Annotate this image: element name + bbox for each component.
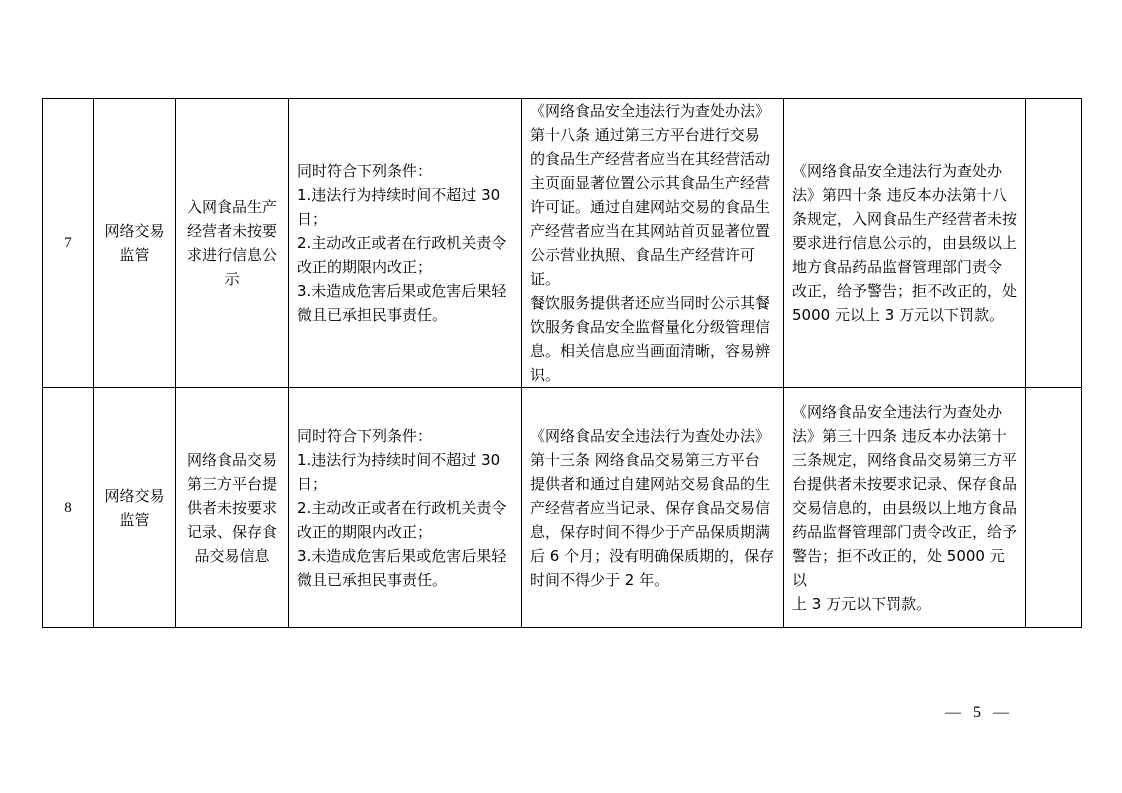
text-line: 提供者和通过自建网站交易食品的生 — [530, 474, 771, 493]
text-line: 台提供者未按要求记录、保存食品 — [792, 474, 1018, 493]
violation-item-cell — [176, 388, 289, 628]
legal-basis-cell — [522, 388, 784, 628]
text-line: 息，保存时间不得少于产品保质期满 — [530, 522, 771, 541]
text-line: 监管 — [119, 246, 150, 264]
text-line: 三条规定，网络食品交易第三方平 — [792, 450, 1018, 469]
text-line: 条规定，入网食品生产经营者未按 — [792, 210, 1018, 228]
text-line: 后 6 个月；没有明确保质期的，保存 — [530, 546, 775, 565]
text-line: 网络交易 — [104, 222, 165, 240]
text-line: 公示营业执照、食品生产经营许可证。 — [530, 246, 756, 288]
text-line: 2.主动改正或者在行政机关责令 — [297, 498, 507, 517]
text-line: 同时符合下列条件： — [297, 162, 433, 180]
text-line: 入网食品生产 — [186, 198, 277, 216]
table-row — [43, 99, 1082, 388]
text-line: 第三方平台提 — [186, 474, 277, 493]
row-number: 7 — [43, 99, 94, 388]
text-line: 警告；拒不改正的，处 5000 元以 — [792, 546, 1005, 589]
text-line: 主页面显著位置公示其食品生产经营 — [530, 174, 771, 192]
category-cell — [94, 99, 176, 388]
text-line: 第十八条 通过第三方平台进行交易 — [530, 126, 760, 144]
row-number: 8 — [43, 388, 94, 628]
text-line: 供者未按要求 — [186, 498, 277, 517]
text-line: 日； — [297, 210, 328, 228]
text-line: 记录、保存食 — [186, 522, 277, 541]
text-line: 《网络食品安全违法行为查处办 — [792, 402, 1003, 421]
text-line: 监管 — [119, 510, 150, 529]
text-line: 餐饮服务提供者还应当同时公示其餐 — [530, 294, 771, 312]
text-line: 的食品生产经营者应当在其经营活动 — [530, 150, 771, 168]
text-line: 产经营者应当在其网站首页显著位置 — [530, 222, 771, 240]
text-line: 《网络食品安全违法行为查处办法》 — [530, 102, 771, 120]
table-row — [43, 388, 1082, 628]
text-line: 示 — [224, 270, 240, 288]
text-line: 网络食品交易 — [186, 450, 277, 469]
penalty-provision-cell — [784, 388, 1026, 628]
text-line: 第十三条 网络食品交易第三方平台 — [530, 450, 760, 469]
penalty-provision-cell — [784, 99, 1026, 388]
text-line: 时间不得少于 2 年。 — [530, 570, 670, 589]
text-line: 改正，给予警告；拒不改正的，处 — [792, 282, 1018, 300]
text-line: 日； — [297, 474, 328, 493]
text-line: 息。相关信息应当画面清晰，容易辨 — [530, 342, 771, 360]
text-line: 产经营者应当记录、保存食品交易信 — [530, 498, 771, 517]
text-line: 药品监督管理部门责令改正，给予 — [792, 522, 1018, 541]
text-line: 饮服务食品安全监督量化分级管理信 — [530, 318, 771, 336]
conditions-cell — [289, 388, 522, 628]
legal-basis-cell — [522, 99, 784, 388]
text-line: 求进行信息公 — [186, 246, 277, 264]
text-line: 《网络食品安全违法行为查处办 — [792, 162, 1003, 180]
text-line: 许可证。通过自建网站交易的食品生 — [530, 198, 771, 216]
text-line: 改正的期限内改正； — [297, 522, 433, 541]
document-table — [42, 98, 1082, 628]
note-cell — [1026, 99, 1082, 388]
text-line: 经营者未按要 — [186, 222, 277, 240]
text-line: 2.主动改正或者在行政机关责令 — [297, 234, 507, 252]
text-line: 识。 — [530, 366, 561, 384]
violation-item-cell — [176, 99, 289, 388]
text-line: 1.违法行为持续时间不超过 30 — [297, 186, 501, 204]
text-line: 3.未造成危害后果或危害后果轻 — [297, 282, 507, 300]
page-number: — 5 — — [945, 704, 1013, 721]
text-line: 法》第三十四条 违反本办法第十 — [792, 426, 1007, 445]
text-line: 要求进行信息公示的，由县级以上 — [792, 234, 1018, 252]
text-line: 同时符合下列条件： — [297, 426, 433, 445]
text-line: 地方食品药品监督管理部门责令 — [792, 258, 1003, 276]
text-line: 5000 元以上 3 万元以下罚款。 — [792, 306, 1005, 324]
text-line: 交易信息的，由县级以上地方食品 — [792, 498, 1018, 517]
text-line: 品交易信息 — [194, 546, 270, 565]
note-cell — [1026, 388, 1082, 628]
text-line: 3.未造成危害后果或危害后果轻 — [297, 546, 507, 565]
text-line: 1.违法行为持续时间不超过 30 — [297, 450, 501, 469]
conditions-cell — [289, 99, 522, 388]
text-line: 法》第四十条 违反本办法第十八 — [792, 186, 1007, 204]
text-line: 《网络食品安全违法行为查处办法》 — [530, 426, 771, 445]
text-line: 微且已承担民事责任。 — [297, 570, 448, 589]
category-cell — [94, 388, 176, 628]
text-line: 上 3 万元以下罚款。 — [792, 594, 932, 613]
text-line: 改正的期限内改正； — [297, 258, 433, 276]
text-line: 网络交易 — [104, 486, 165, 505]
text-line: 微且已承担民事责任。 — [297, 306, 448, 324]
